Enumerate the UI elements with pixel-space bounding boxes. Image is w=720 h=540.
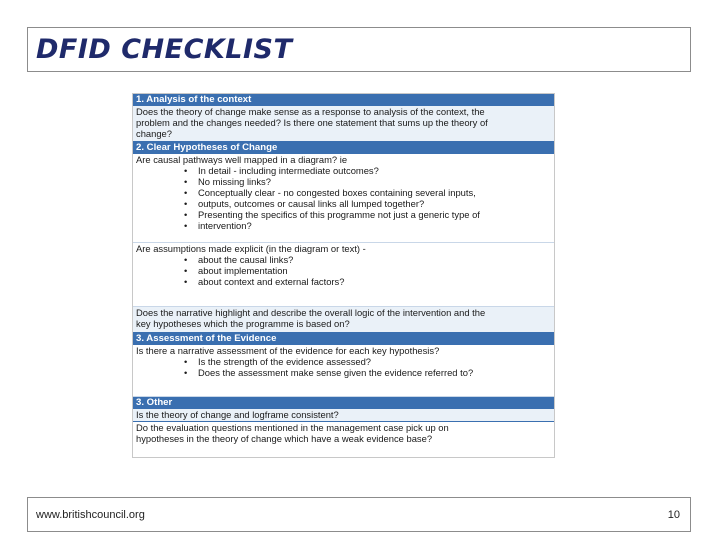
bullet-list	[136, 254, 551, 287]
section-header: 3. Other	[133, 397, 554, 409]
slide-title-box	[27, 27, 691, 72]
checklist-row	[133, 243, 554, 307]
slide-title: DFID CHECKLIST	[36, 34, 293, 65]
row-line: Are assumptions made explicit (in the diagram or text) -	[136, 243, 366, 254]
section-header: 3. Assessment of the Evidence	[133, 333, 554, 345]
slide-footer	[27, 497, 691, 532]
row-line: Is there a narrative assessment of the evidence for each key hypothesis?	[136, 345, 440, 356]
row-line: Are causal pathways well mapped in a diagram? ie	[136, 154, 348, 165]
checklist-row	[133, 345, 554, 397]
checklist-row	[133, 154, 554, 243]
bullet-item: • intervention?	[198, 220, 551, 231]
bullet-item: • No missing links?	[198, 176, 551, 187]
bullet-item: • outputs, outcomes or causal links all lumped together?	[198, 198, 551, 209]
row-line: change?	[136, 128, 172, 139]
bullet-item: • Conceptually clear - no congested boxes containing several inputs,	[198, 187, 551, 198]
bullet-list	[136, 165, 551, 231]
row-line: Do the evaluation questions mentioned in the management case pick up on	[136, 422, 449, 433]
checklist-table	[132, 93, 555, 458]
section-header: 1. Analysis of the context	[133, 94, 554, 106]
row-line: Is the theory of change and logframe consistent?	[136, 409, 339, 420]
page-number: 10	[667, 509, 680, 521]
section-header: 2. Clear Hypotheses of Change	[133, 142, 554, 154]
checklist-row	[133, 409, 554, 422]
row-line: problem and the changes needed? Is there one statement that sums up the theory of	[136, 117, 488, 128]
row-line: hypotheses in the theory of change which have a weak evidence base?	[136, 433, 433, 444]
bullet-item: • about context and external factors?	[198, 276, 551, 287]
bullet-item: • about implementation	[198, 265, 551, 276]
bullet-item: • about the causal links?	[198, 254, 551, 265]
row-line: key hypotheses which the programme is based on?	[136, 318, 350, 329]
bullet-item: • Does the assessment make sense given the evidence referred to?	[198, 367, 551, 378]
bullet-list	[136, 356, 551, 378]
bullet-item: • Presenting the specifics of this programme not just a generic type of	[198, 209, 551, 220]
row-line: Does the theory of change make sense as a response to analysis of the context, the	[136, 106, 485, 117]
row-line: Does the narrative highlight and describe the overall logic of the intervention and the	[136, 307, 486, 318]
footer-url: www.britishcouncil.org	[36, 509, 145, 521]
bullet-item: • In detail - including intermediate outcomes?	[198, 165, 551, 176]
checklist-row	[133, 307, 554, 333]
checklist-row	[133, 106, 554, 142]
bullet-item: • Is the strength of the evidence assessed?	[198, 356, 551, 367]
checklist-row	[133, 422, 554, 450]
